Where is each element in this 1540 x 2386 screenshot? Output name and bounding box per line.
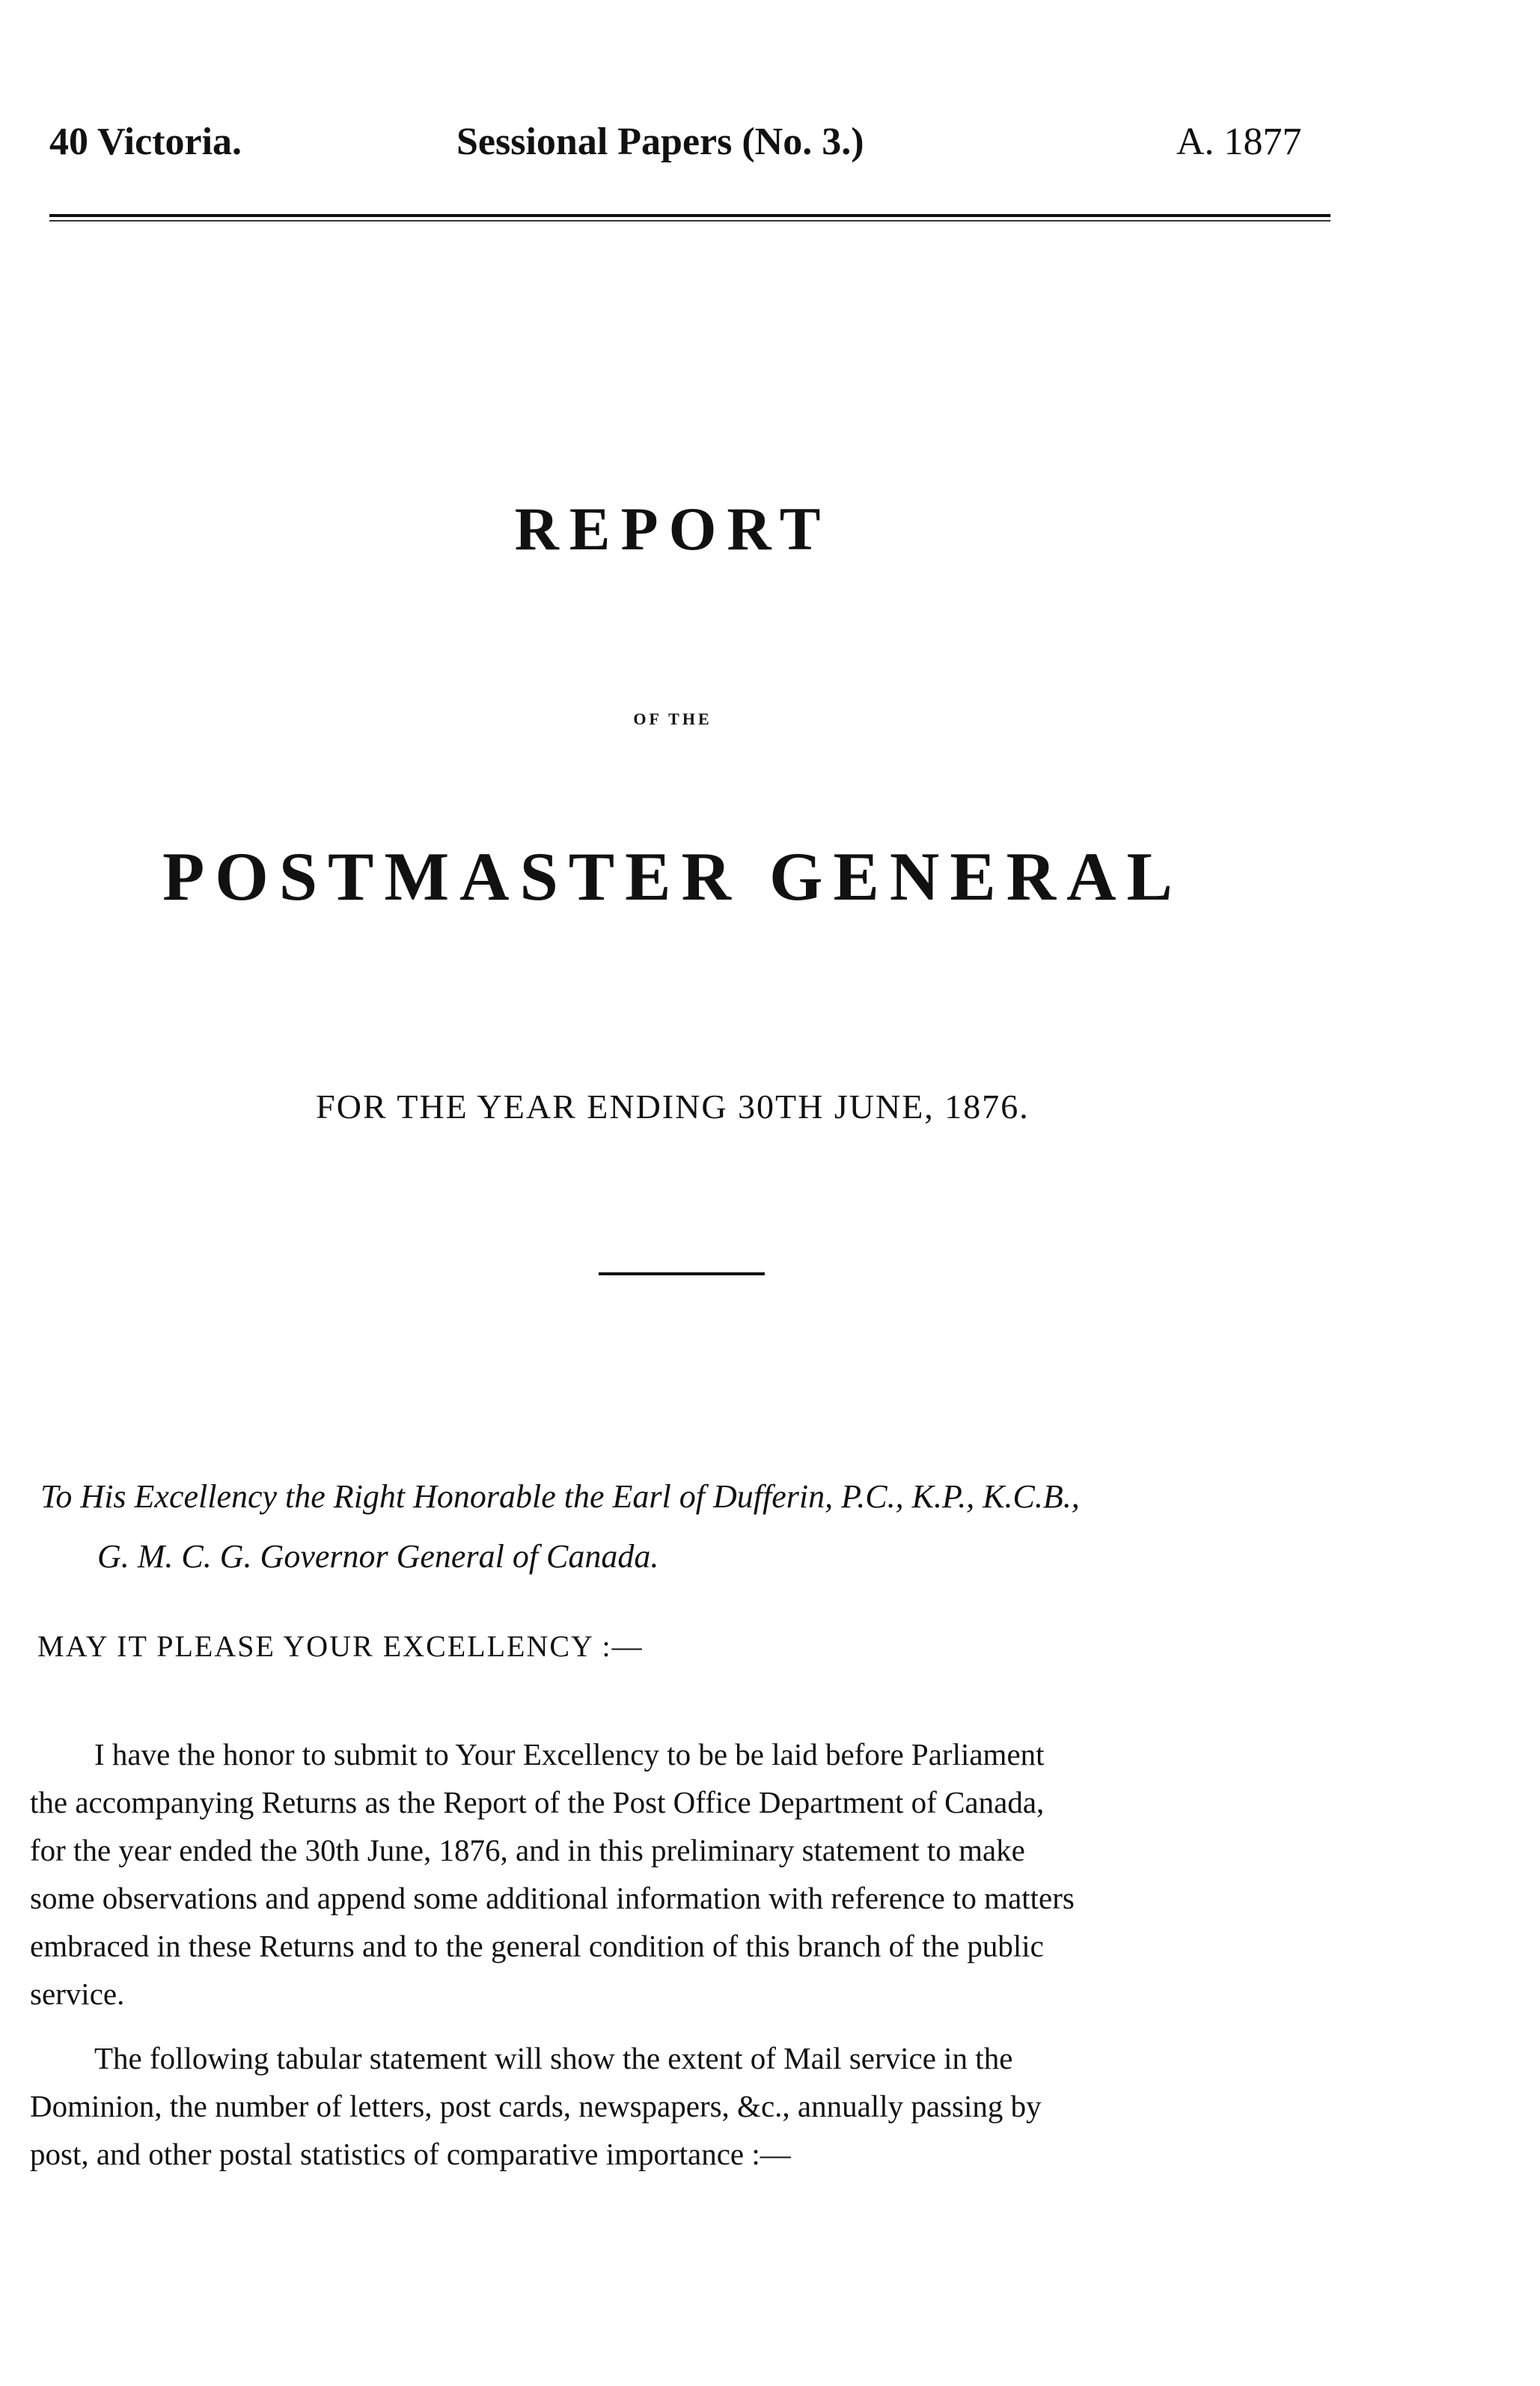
paragraph-line: service. xyxy=(30,1977,125,2011)
title-divider xyxy=(599,1272,765,1275)
paragraph-line: I have the honor to submit to Your Excellency to be be laid before Parliament xyxy=(94,1737,1045,1772)
paragraph-line: embraced in these Returns and to the general condition of this branch of the public xyxy=(30,1929,1044,1963)
paragraph-line: the accompanying Returns as the Report of the Post Office Department of Canada, xyxy=(30,1785,1045,1819)
paragraph-line: The following tabular statement will show the extent of Mail service in the xyxy=(94,2041,1013,2075)
address-line-1: To His Excellency the Right Honorable the Earl of Dufferin, P.C., K.P., K.C.B., xyxy=(40,1478,1080,1515)
paragraph-line: some observations and append some additional information with reference to matters xyxy=(30,1881,1075,1915)
title-of-the: OF THE xyxy=(633,710,712,728)
address-line-2: G. M. C. G. Governor General of Canada. xyxy=(97,1538,659,1575)
paragraph-line: for the year ended the 30th June, 1876, and in this preliminary statement to make xyxy=(30,1833,1025,1867)
paragraph-1 xyxy=(30,1730,1332,2018)
running-head xyxy=(0,120,1540,180)
paragraph-line: Dominion, the number of letters, post cards, newspapers, &c., annually passing by xyxy=(30,2089,1042,2123)
running-head-center: Sessional Papers (No. 3.) xyxy=(456,120,864,163)
address-block xyxy=(40,1467,1342,1587)
running-head-left: 40 Victoria. xyxy=(49,120,242,163)
title-main: POSTMASTER GENERAL xyxy=(162,838,1183,915)
title-report: REPORT xyxy=(514,495,831,563)
running-head-right: A. 1877 xyxy=(1176,120,1302,163)
header-rule-secondary xyxy=(49,220,1330,222)
paragraph-2 xyxy=(30,2034,1332,2178)
header-rule xyxy=(49,214,1330,217)
title-subtitle: FOR THE YEAR ENDING 30TH JUNE, 1876. xyxy=(316,1087,1030,1126)
salutation: MAY IT PLEASE YOUR EXCELLENCY :— xyxy=(37,1629,644,1663)
paragraph-line: post, and other postal statistics of comparative importance :— xyxy=(30,2137,791,2171)
